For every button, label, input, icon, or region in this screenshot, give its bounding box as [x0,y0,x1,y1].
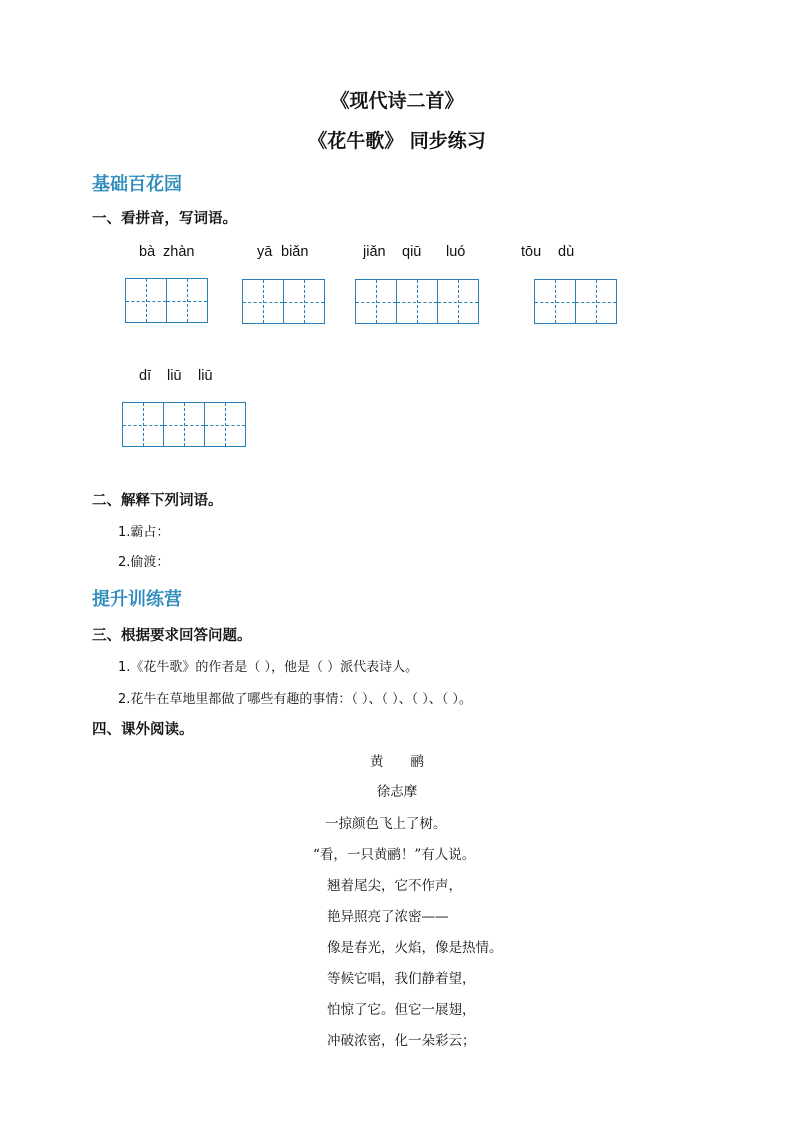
pinyin-qiu: qiū [402,244,422,260]
writing-cell[interactable] [283,279,325,324]
pinyin-ba: bà [139,244,156,260]
writing-cell[interactable] [242,279,284,324]
pinyin-du: dù [558,244,575,260]
poem-line-5: 像是春光，火焰，像是热情。 [327,940,503,956]
pinyin-bian: biǎn [281,244,309,260]
writing-cell[interactable] [204,402,246,447]
poem-title: 黄 鹂 [370,754,424,770]
writing-cell[interactable] [396,279,438,324]
question-3-heading: 三、根据要求回答问题。 [92,628,252,644]
question-4-heading: 四、课外阅读。 [92,722,194,738]
pinyin-liu-2: liū [198,368,213,384]
writing-cell[interactable] [122,402,164,447]
question-1-heading: 一、看拼音，写词语。 [92,211,237,227]
section-basic: 基础百花园 [92,174,182,195]
poem-author: 徐志摩 [376,784,418,800]
pinyin-jian: jiǎn [363,244,386,260]
poem-line-3: 翘着尾尖，它不作声， [327,878,462,894]
document-title: 《现代诗二首》 [330,90,464,112]
pinyin-liu-1: liū [167,368,182,384]
section-advanced: 提升训练营 [92,589,182,610]
writing-cell[interactable] [163,402,205,447]
poem-line-7: 怕惊了它。但它一展翅， [327,1002,476,1018]
question-2-item-1: 1.霸占： [118,525,170,540]
poem-line-4: 艳异照亮了浓密—— [327,909,449,925]
pinyin-ya: yā [257,244,273,260]
writing-grid-3[interactable] [355,279,477,324]
writing-grid-1[interactable] [125,278,207,323]
question-2-item-2: 2.偷渡： [118,555,170,570]
writing-cell[interactable] [125,278,167,323]
writing-cell[interactable] [355,279,397,324]
pinyin-luo: luó [446,244,466,260]
pinyin-tou: tōu [521,244,542,260]
pinyin-di: dī [139,368,152,384]
question-2-heading: 二、解释下列词语。 [92,493,223,509]
poem-line-6: 等候它唱，我们静着望， [327,971,476,987]
poem-line-1: 一掠颜色飞上了树。 [325,816,447,832]
writing-cell[interactable] [534,279,576,324]
writing-cell[interactable] [575,279,617,324]
poem-line-8: 冲破浓密，化一朵彩云； [327,1033,476,1049]
writing-grid-5[interactable] [122,402,244,447]
writing-cell[interactable] [437,279,479,324]
writing-grid-2[interactable] [242,279,324,324]
question-3-item-1: 1.《花牛歌》的作者是（ ），他是（ ）派代表诗人。 [118,660,419,675]
pinyin-zhan: zhàn [163,244,195,260]
writing-grid-4[interactable] [534,279,616,324]
document-subtitle: 《花牛歌》 同步练习 [308,130,486,152]
question-3-item-2: 2.花牛在草地里都做了哪些有趣的事情：（ ）、（ ）、（ ）、（ ）。 [118,692,472,707]
writing-cell[interactable] [166,278,208,323]
poem-line-2: “看，一只黄鹂！”有人说。 [313,847,476,863]
